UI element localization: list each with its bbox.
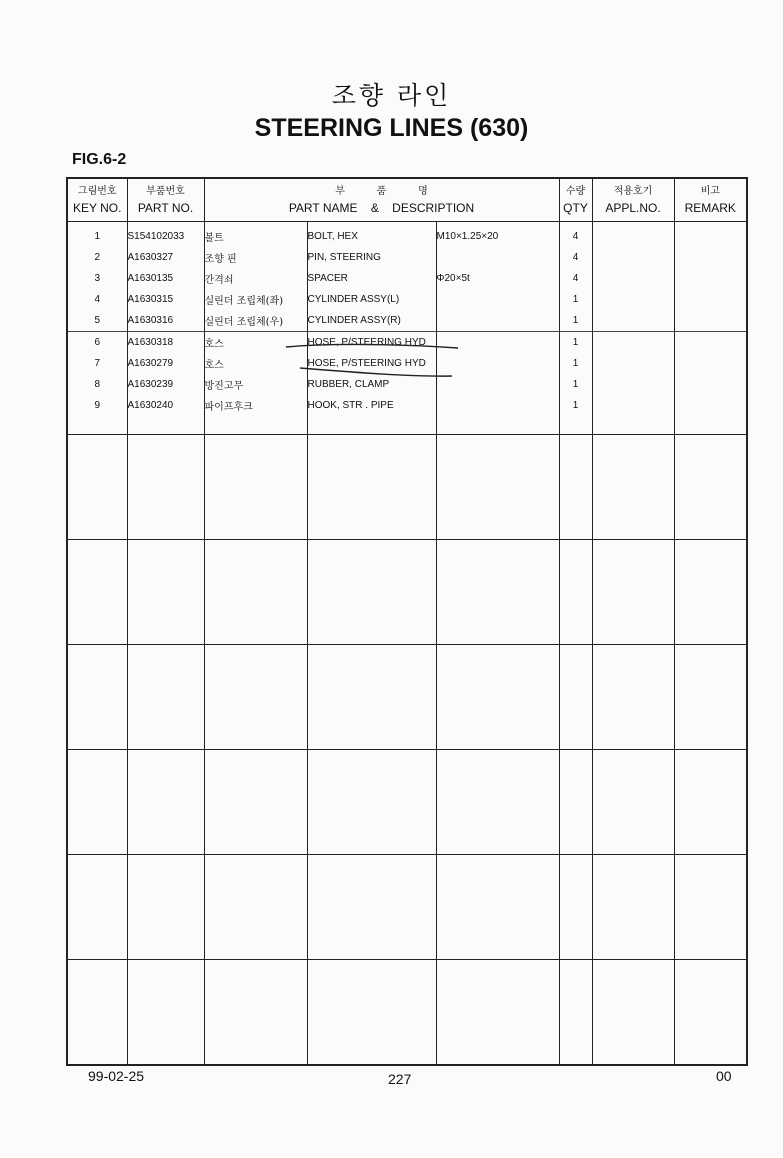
part-no: S154102033 [127, 222, 204, 248]
key-no: 7 [67, 353, 127, 374]
footer-date: 99-02-25 [88, 1068, 145, 1084]
key-no: 5 [67, 310, 127, 332]
col-key: 그림번호 KEY NO. [67, 178, 127, 222]
table-header [67, 178, 747, 222]
part-description: HOSE, P/STEERING HYD [307, 353, 436, 374]
part-description: BOLT, HEX [307, 222, 436, 248]
table-row [67, 268, 747, 289]
part-name-kr: 간격쇠 [204, 268, 307, 289]
qty: 1 [559, 289, 592, 310]
key-no: 3 [67, 268, 127, 289]
part-name-kr: 파이프후크 [204, 395, 307, 435]
page-number: 227 [388, 1071, 412, 1087]
page-title: STEERING LINES (630) [254, 114, 529, 142]
table-row [67, 289, 747, 310]
table-row [67, 247, 747, 268]
appl-no [592, 374, 674, 395]
appl-no [592, 268, 674, 289]
appl-no [592, 332, 674, 354]
part-name-kr: 방진고무 [204, 374, 307, 395]
col-part-no: 부품번호 PART NO. [127, 178, 204, 222]
part-spec [436, 395, 559, 435]
blank-row [67, 960, 747, 1066]
appl-no [592, 222, 674, 248]
part-spec [436, 353, 559, 374]
appl-no [592, 353, 674, 374]
key-no: 8 [67, 374, 127, 395]
key-no: 9 [67, 395, 127, 435]
table-row [67, 332, 747, 354]
blank-row [67, 645, 747, 750]
part-spec [436, 289, 559, 310]
remark [674, 268, 747, 289]
part-description: CYLINDER ASSY(R) [307, 310, 436, 332]
key-no: 1 [67, 222, 127, 248]
appl-no [592, 395, 674, 435]
remark [674, 353, 747, 374]
appl-no [592, 289, 674, 310]
qty: 4 [559, 222, 592, 248]
blank-row [67, 750, 747, 855]
figure-label: FIG.6-2 [72, 151, 127, 168]
qty: 4 [559, 247, 592, 268]
remark [674, 289, 747, 310]
part-description: HOOK, STR . PIPE [307, 395, 436, 435]
table-row [67, 353, 747, 374]
part-name-kr: 볼트 [204, 222, 307, 248]
parts-table [66, 177, 748, 1066]
appl-no [592, 247, 674, 268]
table-row [67, 374, 747, 395]
table-row [67, 395, 747, 435]
part-spec [436, 247, 559, 268]
key-no: 2 [67, 247, 127, 268]
part-no: A1630318 [127, 332, 204, 354]
part-name-kr: 조향 핀 [204, 247, 307, 268]
col-appl: 적용호기 APPL.NO. [592, 178, 674, 222]
remark [674, 310, 747, 332]
key-no: 4 [67, 289, 127, 310]
remark [674, 332, 747, 354]
blank-row [67, 540, 747, 645]
revision-number: 00 [716, 1068, 732, 1084]
part-no: A1630315 [127, 289, 204, 310]
col-remark: 비고 REMARK [674, 178, 747, 222]
part-no: A1630240 [127, 395, 204, 435]
remark [674, 222, 747, 248]
qty: 1 [559, 395, 592, 435]
part-name-kr: 호스 [204, 353, 307, 374]
part-no: A1630327 [127, 247, 204, 268]
col-description: 부 품 명 PART NAME & DESCRIPTION [204, 178, 559, 222]
remark [674, 374, 747, 395]
qty: 1 [559, 353, 592, 374]
part-description: PIN, STEERING [307, 247, 436, 268]
part-name-kr: 호스 [204, 332, 307, 354]
part-no: A1630316 [127, 310, 204, 332]
qty: 4 [559, 268, 592, 289]
part-no: A1630279 [127, 353, 204, 374]
blank-row [67, 435, 747, 540]
part-spec [436, 310, 559, 332]
part-no: A1630135 [127, 268, 204, 289]
remark [674, 395, 747, 435]
table-row [67, 310, 747, 332]
part-description: SPACER [307, 268, 436, 289]
remark [674, 247, 747, 268]
qty: 1 [559, 310, 592, 332]
part-spec: M10×1.25×20 [436, 222, 559, 248]
page-title-korean: 조향 라인 [331, 81, 452, 110]
part-spec: Φ20×5t [436, 268, 559, 289]
part-spec [436, 374, 559, 395]
qty: 1 [559, 332, 592, 354]
blank-row [67, 855, 747, 960]
part-description: CYLINDER ASSY(L) [307, 289, 436, 310]
appl-no [592, 310, 674, 332]
part-name-kr: 실린더 조립체(좌) [204, 289, 307, 310]
col-qty: 수량 QTY [559, 178, 592, 222]
part-spec [436, 332, 559, 354]
part-no: A1630239 [127, 374, 204, 395]
qty: 1 [559, 374, 592, 395]
table-row [67, 222, 747, 248]
part-description: HOSE, P/STEERING HYD [307, 332, 436, 354]
part-name-kr: 실린더 조립체(우) [204, 310, 307, 332]
part-description: RUBBER, CLAMP [307, 374, 436, 395]
key-no: 6 [67, 332, 127, 354]
